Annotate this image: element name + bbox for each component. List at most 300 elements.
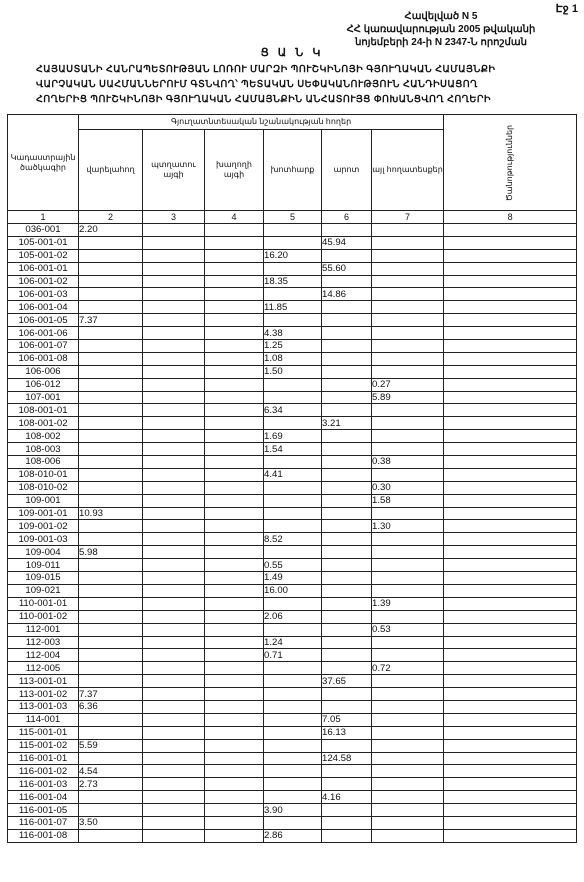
appendix-header <box>326 10 556 49</box>
area-value-cell <box>322 804 372 817</box>
area-value-cell <box>205 404 264 417</box>
area-value-cell: 6.36 <box>79 700 143 713</box>
area-value-cell <box>444 584 577 597</box>
area-value-cell: 5.98 <box>79 546 143 559</box>
table-row <box>8 804 577 817</box>
area-value-cell <box>205 365 264 378</box>
cadastral-code-cell: 108-010-01 <box>8 468 79 481</box>
area-value-cell <box>264 391 322 404</box>
area-value-cell: 7.37 <box>79 688 143 701</box>
area-value-cell: 11.85 <box>264 301 322 314</box>
area-value-cell <box>79 520 143 533</box>
area-value-cell <box>264 288 322 301</box>
table-row <box>8 352 577 365</box>
table-row <box>8 481 577 494</box>
area-value-cell <box>143 404 205 417</box>
column-number-cell: 5 <box>264 211 322 224</box>
table-row <box>8 262 577 275</box>
table-row <box>8 546 577 559</box>
area-value-cell <box>205 262 264 275</box>
area-value-cell <box>444 520 577 533</box>
area-value-cell <box>322 765 372 778</box>
area-value-cell <box>444 404 577 417</box>
area-value-cell <box>322 816 372 829</box>
area-value-cell <box>372 314 444 327</box>
table-row <box>8 533 577 546</box>
area-value-cell <box>264 494 322 507</box>
area-value-cell <box>444 572 577 585</box>
cadastral-code-cell: 106-012 <box>8 378 79 391</box>
area-value-cell <box>205 726 264 739</box>
cadastral-code-cell: 109-001-01 <box>8 507 79 520</box>
area-value-cell <box>143 507 205 520</box>
table-row <box>8 675 577 688</box>
area-value-cell <box>372 236 444 249</box>
cadastral-code-cell: 108-001-01 <box>8 404 79 417</box>
area-value-cell <box>264 262 322 275</box>
area-value-cell <box>322 468 372 481</box>
cadastral-code-cell: 106-001-03 <box>8 288 79 301</box>
area-value-cell <box>143 765 205 778</box>
area-value-cell <box>205 340 264 353</box>
table-row <box>8 739 577 752</box>
area-value-cell <box>79 365 143 378</box>
cadastral-code-cell: 116-001-01 <box>8 752 79 765</box>
area-value-cell <box>322 365 372 378</box>
header-pasture: արոտ <box>322 130 372 211</box>
area-value-cell <box>444 726 577 739</box>
area-value-cell <box>143 778 205 791</box>
cadastral-code-cell: 113-001-03 <box>8 700 79 713</box>
cadastral-code-cell: 115-001-01 <box>8 726 79 739</box>
area-value-cell <box>322 352 372 365</box>
area-value-cell <box>372 507 444 520</box>
area-value-cell <box>322 584 372 597</box>
area-value-cell <box>205 443 264 456</box>
area-value-cell <box>322 224 372 237</box>
cadastral-code-cell: 109-011 <box>8 559 79 572</box>
column-number-cell: 4 <box>205 211 264 224</box>
table-row <box>8 391 577 404</box>
area-value-cell <box>444 340 577 353</box>
area-value-cell <box>79 340 143 353</box>
area-value-cell <box>372 443 444 456</box>
area-value-cell <box>143 327 205 340</box>
area-value-cell <box>322 688 372 701</box>
area-value-cell <box>322 610 372 623</box>
area-value-cell <box>372 649 444 662</box>
cadastral-code-cell: 109-004 <box>8 546 79 559</box>
table-row <box>8 430 577 443</box>
cadastral-code-cell: 112-004 <box>8 649 79 662</box>
area-value-cell <box>205 752 264 765</box>
area-value-cell <box>322 829 372 842</box>
area-value-cell <box>264 713 322 726</box>
area-value-cell <box>264 314 322 327</box>
area-value-cell <box>79 391 143 404</box>
area-value-cell: 55.60 <box>322 262 372 275</box>
area-value-cell: 14.86 <box>322 288 372 301</box>
area-value-cell <box>322 739 372 752</box>
area-value-cell <box>444 804 577 817</box>
area-value-cell: 4.38 <box>264 327 322 340</box>
table-row <box>8 236 577 249</box>
area-value-cell <box>372 301 444 314</box>
cadastral-code-cell: 106-001-06 <box>8 327 79 340</box>
area-value-cell <box>372 636 444 649</box>
area-value-cell <box>322 507 372 520</box>
table-row <box>8 365 577 378</box>
area-value-cell <box>79 675 143 688</box>
area-value-cell <box>444 597 577 610</box>
area-value-cell <box>205 610 264 623</box>
header-code: Կադաստրային ծածկագիր <box>8 115 79 211</box>
area-value-cell <box>205 700 264 713</box>
area-value-cell <box>205 584 264 597</box>
area-value-cell <box>372 468 444 481</box>
area-value-cell <box>143 688 205 701</box>
area-value-cell <box>143 816 205 829</box>
cadastral-code-cell: 106-006 <box>8 365 79 378</box>
area-value-cell: 16.00 <box>264 584 322 597</box>
area-value-cell <box>322 700 372 713</box>
area-value-cell <box>372 791 444 804</box>
area-value-cell <box>79 804 143 817</box>
area-value-cell <box>372 572 444 585</box>
area-value-cell <box>143 700 205 713</box>
land-table <box>7 114 577 843</box>
area-value-cell <box>264 700 322 713</box>
area-value-cell <box>143 636 205 649</box>
area-value-cell <box>444 700 577 713</box>
area-value-cell <box>205 520 264 533</box>
area-value-cell <box>205 481 264 494</box>
area-value-cell <box>264 481 322 494</box>
area-value-cell <box>79 584 143 597</box>
area-value-cell: 45.94 <box>322 236 372 249</box>
area-value-cell <box>322 778 372 791</box>
area-value-cell: 0.55 <box>264 559 322 572</box>
area-value-cell <box>322 327 372 340</box>
column-number-cell: 6 <box>322 211 372 224</box>
table-row <box>8 224 577 237</box>
area-value-cell <box>143 572 205 585</box>
area-value-cell <box>143 275 205 288</box>
area-value-cell <box>205 597 264 610</box>
area-value-cell <box>143 713 205 726</box>
cadastral-code-cell: 108-010-02 <box>8 481 79 494</box>
area-value-cell <box>205 572 264 585</box>
cadastral-code-cell: 114-001 <box>8 713 79 726</box>
area-value-cell <box>322 481 372 494</box>
area-value-cell <box>444 314 577 327</box>
area-value-cell <box>444 623 577 636</box>
area-value-cell <box>322 597 372 610</box>
area-value-cell <box>322 533 372 546</box>
area-value-cell <box>143 791 205 804</box>
area-value-cell <box>143 236 205 249</box>
area-value-cell: 10.93 <box>79 507 143 520</box>
area-value-cell <box>264 378 322 391</box>
area-value-cell <box>444 778 577 791</box>
area-value-cell <box>205 804 264 817</box>
area-value-cell <box>143 597 205 610</box>
area-value-cell <box>79 572 143 585</box>
area-value-cell <box>143 365 205 378</box>
cadastral-code-cell: 113-001-02 <box>8 688 79 701</box>
area-value-cell <box>79 829 143 842</box>
area-value-cell <box>372 249 444 262</box>
area-value-cell <box>322 430 372 443</box>
area-value-cell <box>205 378 264 391</box>
subtitle-line: ՀՈՂԵՐԻՑ ՊՈՒՇԿԻՆՈՅԻ ԳՅՈՒՂԱԿԱՆ ՀԱՄԱՅՆՔԻՆ ԱՆՀԱՏՈՒՅՑ ՓՈԽԱՆՑՎՈՂ ՀՈՂԵՐԻ <box>36 94 491 105</box>
header-vineyard: խաղողի այգի <box>205 130 264 211</box>
area-value-cell: 2.73 <box>79 778 143 791</box>
area-value-cell: 1.69 <box>264 430 322 443</box>
area-value-cell: 1.39 <box>372 597 444 610</box>
cadastral-code-cell: 107-001 <box>8 391 79 404</box>
area-value-cell <box>372 546 444 559</box>
area-value-cell <box>264 224 322 237</box>
area-value-cell <box>143 726 205 739</box>
column-number-cell: 2 <box>79 211 143 224</box>
area-value-cell: 0.27 <box>372 378 444 391</box>
area-value-cell <box>143 417 205 430</box>
area-value-cell: 0.38 <box>372 456 444 469</box>
area-value-cell <box>444 468 577 481</box>
area-value-cell: 18.35 <box>264 275 322 288</box>
area-value-cell <box>79 275 143 288</box>
area-value-cell <box>322 494 372 507</box>
area-value-cell <box>372 675 444 688</box>
cadastral-code-cell: 116-001-03 <box>8 778 79 791</box>
area-value-cell <box>205 352 264 365</box>
table-row <box>8 456 577 469</box>
table-row <box>8 662 577 675</box>
area-value-cell <box>205 559 264 572</box>
table-row <box>8 688 577 701</box>
cadastral-code-cell: 106-001-07 <box>8 340 79 353</box>
area-value-cell: 4.41 <box>264 468 322 481</box>
cadastral-code-cell: 116-001-08 <box>8 829 79 842</box>
area-value-cell <box>79 262 143 275</box>
area-value-cell <box>322 340 372 353</box>
area-value-cell <box>143 262 205 275</box>
area-value-cell <box>143 675 205 688</box>
area-value-cell <box>79 404 143 417</box>
header-notes <box>444 115 577 211</box>
table-row <box>8 649 577 662</box>
table-row <box>8 507 577 520</box>
area-value-cell <box>322 456 372 469</box>
area-value-cell: 3.50 <box>79 816 143 829</box>
area-value-cell <box>79 597 143 610</box>
header-arable: վարելահող <box>79 130 143 211</box>
area-value-cell <box>372 533 444 546</box>
header-agricultural-group: Գյուղատնտեսական նշանակության հողեր <box>79 115 444 130</box>
area-value-cell <box>322 623 372 636</box>
area-value-cell <box>444 829 577 842</box>
cadastral-code-cell: 112-001 <box>8 623 79 636</box>
area-value-cell <box>205 662 264 675</box>
area-value-cell: 1.49 <box>264 572 322 585</box>
area-value-cell: 1.08 <box>264 352 322 365</box>
area-value-cell <box>264 236 322 249</box>
area-value-cell: 4.16 <box>322 791 372 804</box>
area-value-cell <box>143 468 205 481</box>
table-row <box>8 597 577 610</box>
area-value-cell: 16.13 <box>322 726 372 739</box>
area-value-cell <box>143 340 205 353</box>
area-value-cell: 4.54 <box>79 765 143 778</box>
area-value-cell <box>444 662 577 675</box>
area-value-cell <box>264 597 322 610</box>
area-value-cell <box>205 391 264 404</box>
area-value-cell <box>372 765 444 778</box>
area-value-cell <box>205 314 264 327</box>
area-value-cell <box>444 430 577 443</box>
area-value-cell <box>264 623 322 636</box>
area-value-cell <box>143 352 205 365</box>
area-value-cell <box>322 391 372 404</box>
area-value-cell <box>205 816 264 829</box>
area-value-cell <box>372 288 444 301</box>
cadastral-code-cell: 106-001-08 <box>8 352 79 365</box>
area-value-cell <box>79 468 143 481</box>
area-value-cell <box>79 649 143 662</box>
area-value-cell <box>205 688 264 701</box>
area-value-cell <box>372 224 444 237</box>
document-subtitle <box>36 62 566 107</box>
area-value-cell <box>143 378 205 391</box>
area-value-cell <box>372 752 444 765</box>
area-value-cell: 0.71 <box>264 649 322 662</box>
area-value-cell <box>143 520 205 533</box>
area-value-cell <box>444 352 577 365</box>
area-value-cell <box>79 288 143 301</box>
area-value-cell <box>79 236 143 249</box>
area-value-cell <box>264 765 322 778</box>
cadastral-code-cell: 105-001-02 <box>8 249 79 262</box>
area-value-cell <box>444 365 577 378</box>
area-value-cell <box>205 765 264 778</box>
subtitle-line: ՎԱՐՉԱԿԱՆ ՍԱՀՄԱՆՆԵՐՈՒՄ ԳՏՆՎՈՂ՝ ՊԵՏԱԿԱՆ ՍԵՓԱԿԱՆՈՒԹՅՈՒՆ ՀԱՆԴԻՍԱՑՈՂ <box>36 79 478 90</box>
area-value-cell <box>372 700 444 713</box>
area-value-cell <box>444 262 577 275</box>
area-value-cell <box>444 456 577 469</box>
appendix-line: ՀՀ կառավարության 2005 թվականի <box>346 24 536 35</box>
cadastral-code-cell: 109-001-02 <box>8 520 79 533</box>
area-value-cell <box>143 391 205 404</box>
table-row <box>8 572 577 585</box>
area-value-cell <box>143 559 205 572</box>
area-value-cell: 37.65 <box>322 675 372 688</box>
area-value-cell <box>372 559 444 572</box>
area-value-cell <box>444 301 577 314</box>
table-row <box>8 765 577 778</box>
area-value-cell <box>444 610 577 623</box>
area-value-cell <box>205 713 264 726</box>
cadastral-code-cell: 036-001 <box>8 224 79 237</box>
area-value-cell <box>143 494 205 507</box>
area-value-cell <box>444 765 577 778</box>
cadastral-code-cell: 105-001-01 <box>8 236 79 249</box>
area-value-cell <box>444 791 577 804</box>
area-value-cell <box>372 352 444 365</box>
area-value-cell: 7.37 <box>79 314 143 327</box>
table-row <box>8 752 577 765</box>
cadastral-code-cell: 110-001-01 <box>8 597 79 610</box>
appendix-line: նոյեմբերի 24-ի N 2347-Ն որոշման <box>355 37 527 48</box>
area-value-cell <box>322 249 372 262</box>
cadastral-code-cell: 106-001-04 <box>8 301 79 314</box>
area-value-cell <box>322 378 372 391</box>
area-value-cell <box>322 404 372 417</box>
table-row <box>8 249 577 262</box>
area-value-cell <box>372 829 444 842</box>
area-value-cell <box>79 636 143 649</box>
cadastral-code-cell: 112-005 <box>8 662 79 675</box>
table-row <box>8 288 577 301</box>
area-value-cell <box>205 546 264 559</box>
area-value-cell <box>444 224 577 237</box>
area-value-cell <box>444 559 577 572</box>
area-value-cell <box>322 649 372 662</box>
area-value-cell <box>444 417 577 430</box>
area-value-cell <box>322 572 372 585</box>
area-value-cell <box>264 791 322 804</box>
area-value-cell <box>372 430 444 443</box>
area-value-cell <box>444 816 577 829</box>
area-value-cell <box>205 236 264 249</box>
area-value-cell: 2.86 <box>264 829 322 842</box>
area-value-cell <box>444 443 577 456</box>
area-value-cell <box>372 584 444 597</box>
table-row <box>8 700 577 713</box>
area-value-cell <box>79 726 143 739</box>
area-value-cell: 1.50 <box>264 365 322 378</box>
cadastral-code-cell: 110-001-02 <box>8 610 79 623</box>
area-value-cell <box>205 791 264 804</box>
cadastral-code-cell: 116-001-07 <box>8 816 79 829</box>
area-value-cell <box>143 649 205 662</box>
area-value-cell <box>205 675 264 688</box>
appendix-line: Հավելված N 5 <box>404 11 478 22</box>
area-value-cell <box>264 726 322 739</box>
area-value-cell <box>143 804 205 817</box>
area-value-cell <box>444 378 577 391</box>
area-value-cell: 1.54 <box>264 443 322 456</box>
header-notes-label: Ծանոթություններ <box>505 124 515 201</box>
area-value-cell <box>372 610 444 623</box>
area-value-cell <box>205 623 264 636</box>
area-value-cell <box>444 391 577 404</box>
page-number: Էջ 1 <box>555 3 578 15</box>
area-value-cell <box>205 533 264 546</box>
area-value-cell <box>79 791 143 804</box>
cadastral-code-cell: 109-021 <box>8 584 79 597</box>
table-row <box>8 636 577 649</box>
area-value-cell <box>143 443 205 456</box>
area-value-cell <box>205 829 264 842</box>
area-value-cell <box>79 417 143 430</box>
table-row <box>8 494 577 507</box>
table-row <box>8 816 577 829</box>
area-value-cell <box>322 662 372 675</box>
area-value-cell <box>205 456 264 469</box>
area-value-cell: 1.25 <box>264 340 322 353</box>
table-row <box>8 468 577 481</box>
